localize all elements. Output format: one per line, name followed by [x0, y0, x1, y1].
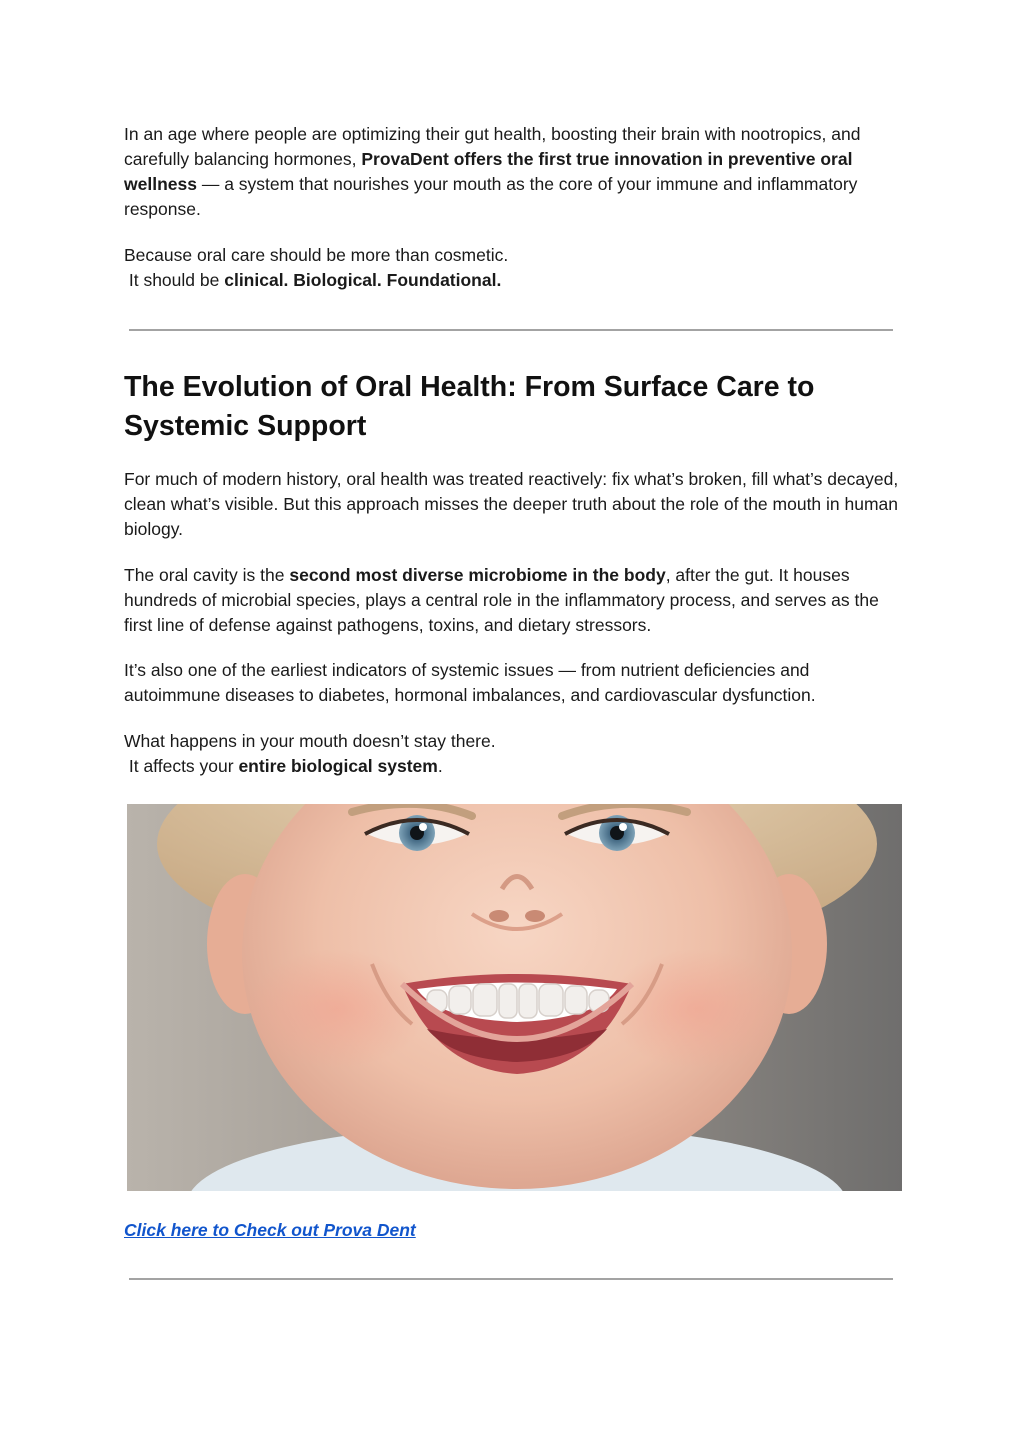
section-p2-pre: The oral cavity is the [124, 565, 290, 585]
section-paragraph-3: It’s also one of the earliest indicators of systemic issues — from nutrient deficiencies and autoimmune diseases to diabetes, hormonal imbalances, and cardiovascular dysfunction. [124, 660, 816, 705]
section-paragraph-1: For much of modern history, oral health was treated reactively: fix what’s broken, fill what’s decayed, clean what’s visible. But this approach misses the deeper truth about the role of the mouth in human biology. [124, 469, 899, 539]
intro-statement-line2-pre: It should be [124, 270, 225, 290]
section-p2-post: , after the gut. It houses hundreds of microbial species, plays a central role in the inflammatory process, and serves as the first line of defense against pathogens, toxins, and dietary stressors. [124, 565, 879, 635]
section-paragraph-2 [124, 563, 904, 638]
horizontal-divider-bottom [129, 1278, 893, 1280]
intro-text-pre: In an age where people are optimizing their gut health, boosting their brain with nootropics, and carefully balancing hormones, [124, 124, 861, 169]
section-p4-line2-post: . [437, 756, 443, 776]
intro-text-post: — a system that nourishes your mouth as the core of your immune and inflammatory response. [124, 174, 858, 219]
intro-paragraph [124, 122, 904, 222]
section-p2-bold: second most diverse microbiome in the body [289, 565, 666, 585]
section-paragraph-4 [124, 729, 904, 779]
horizontal-divider-top [129, 329, 893, 331]
intro-statement-line2-bold: clinical. Biological. Foundational. [224, 270, 502, 290]
section-p4-line1: What happens in your mouth doesn’t stay there. [124, 731, 496, 751]
section-p4-line2-bold: entire biological system [238, 756, 438, 776]
intro-statement-line1: Because oral care should be more than cosmetic. [124, 245, 509, 265]
intro-statement [124, 243, 904, 293]
section-heading: The Evolution of Oral Health: From Surface Care to Systemic Support [124, 371, 815, 442]
intro-text-bold: ProvaDent offers the first true innovation in preventive oral wellness [124, 149, 853, 194]
smiling-child-photo [127, 804, 902, 1191]
check-out-provadent-link[interactable]: Click here to Check out Prova Dent [124, 1220, 416, 1240]
section-p4-line2-pre: It affects your [124, 756, 239, 776]
